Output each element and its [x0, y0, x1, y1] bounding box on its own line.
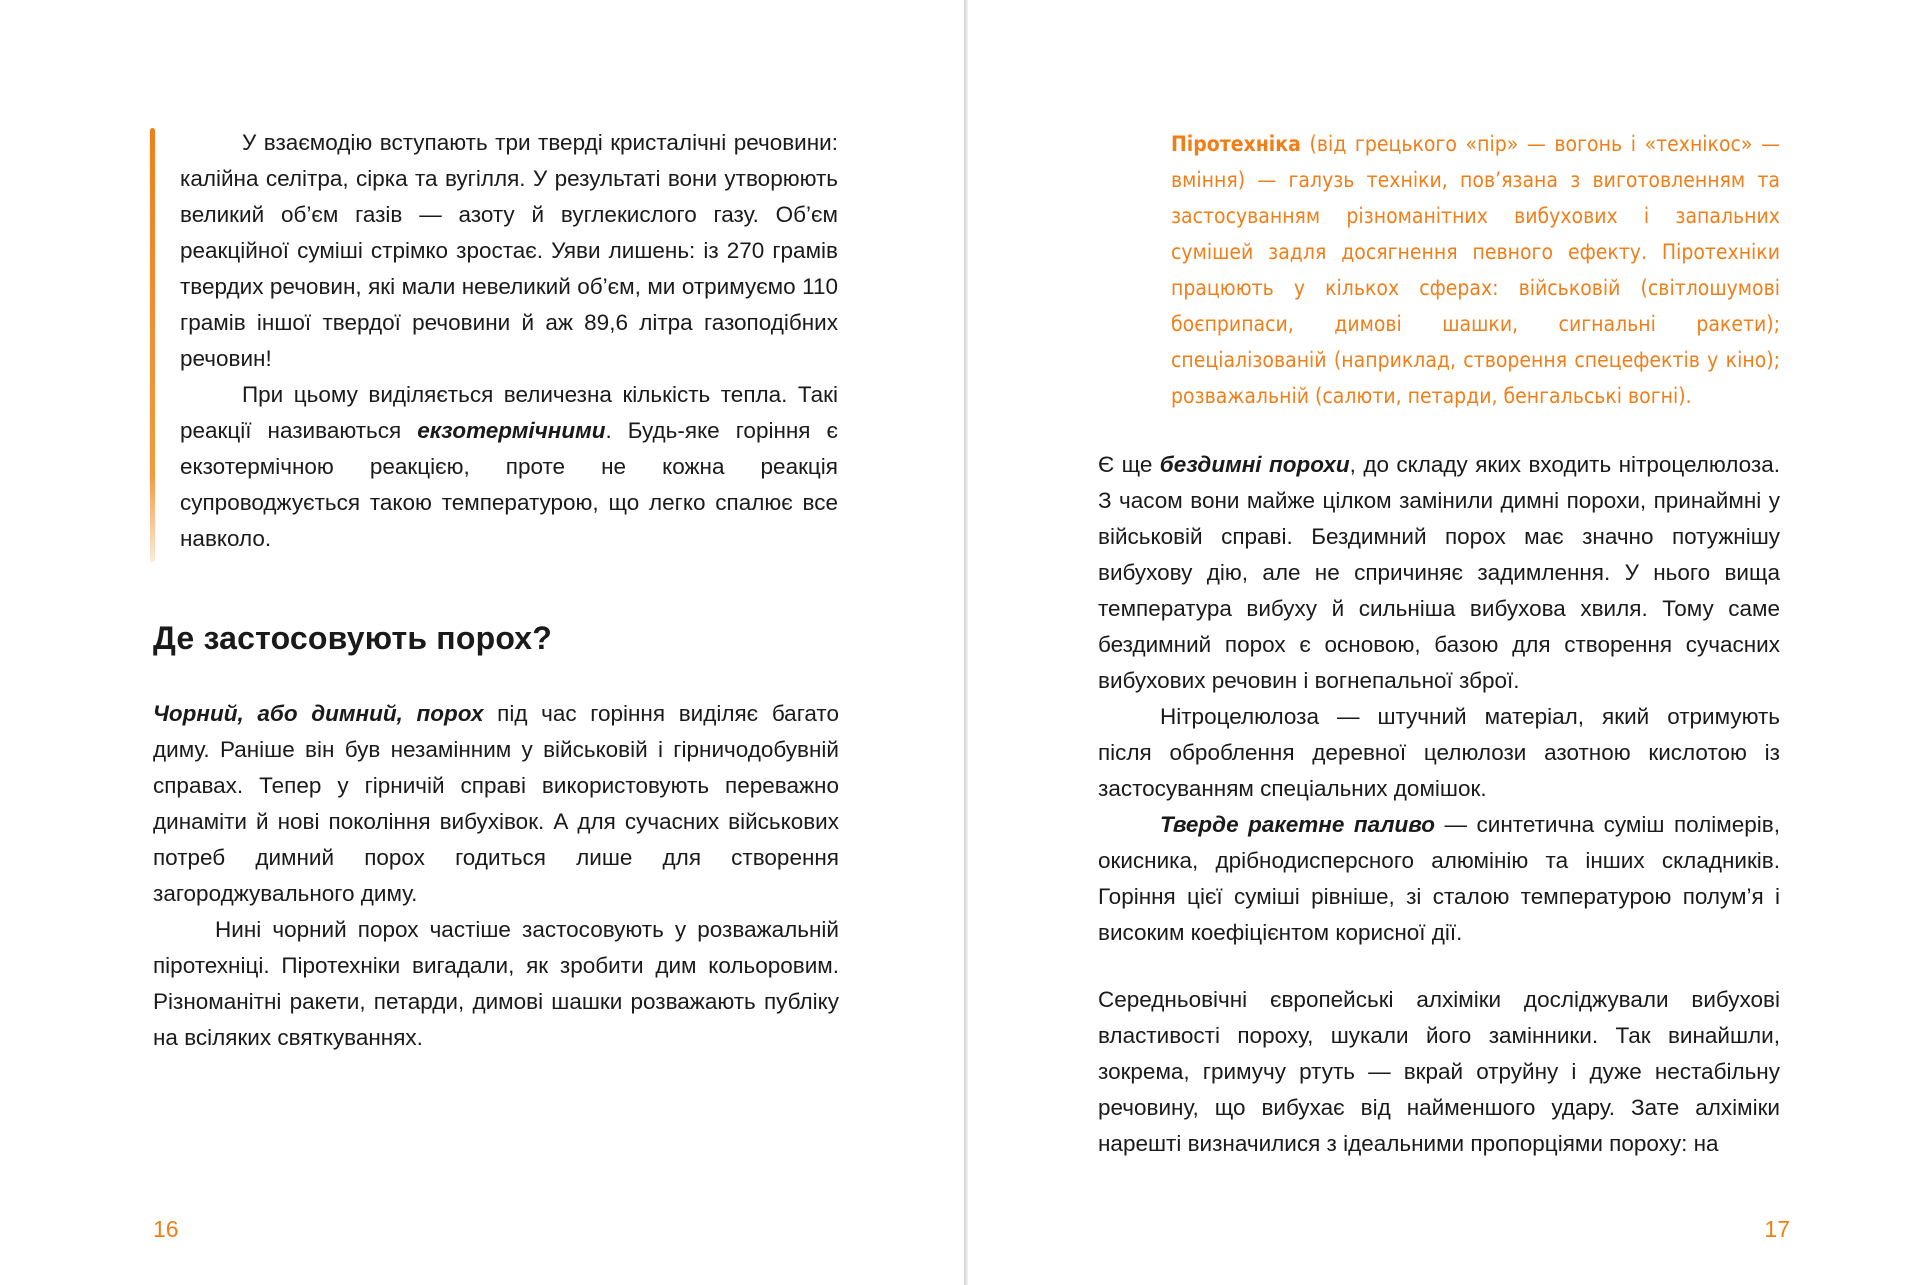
- term-smokeless: бездимні порохи: [1159, 452, 1350, 477]
- page-number-right: 17: [1764, 1216, 1790, 1242]
- smokeless-paragraph: Є ще бездимні порохи, до складу яких входить нітроцелюлоза. З часом вони майже цілком замінили димні порохи, принаймні у військовій справі. Бездимний порох має значно потужнішу вибухову дію, але не спричиняє задимлення. У нього вища температура вибуху й сильніша вибухова хвиля. Тому саме бездимний порох є основою, базою для створення сучасних вибухових речовин і вогнепальної зброї.: [1098, 452, 1780, 693]
- intro-paragraph-2: При цьому виділяється величезна кількість тепла. Такі реакції називаються екзотермічними. Будь-яке горіння є екзотермічною реакцією, проте не кожна реакція супроводжується такою температурою, що легко спалює все навколо.: [180, 382, 838, 551]
- term-black-powder: Чорний, або димний, порох: [153, 701, 484, 726]
- term-rocket-fuel: Тверде ракетне паливо: [1160, 812, 1435, 837]
- alchemists-block: [1098, 982, 1780, 1162]
- black-powder-paragraph: Чорний, або димний, порох під час горіння виділяє багато диму. Раніше він був незамінним у військовій і гірничодобувній справах. Тепер у гірничій справі використовують переважно динаміти й нові покоління вибухівок. А для сучасних військових потреб димний порох годиться лише для створення загороджувального диму.: [153, 701, 839, 906]
- nitrocellulose-paragraph: Нітроцелюлоза — штучний матеріал, який отримують після оброблення деревної целюлози азотною кислотою із застосуванням спеціальних домішок.: [1098, 704, 1780, 801]
- callout-term: Піротехніка: [1171, 132, 1301, 156]
- callout-paragraph: Піротехніка (від грецького «пір» — вогонь і «технікос» — вміння) — галузь техніки, пов’язана з виготовленням та застосуванням різноманітних вибухових і запальних сумішей задля досягнення певного ефекту. Піротехніки працюють у кількох сферах: військовій (світлошумові боєприпаси, димові шашки, сигнальні ракети); спеціалізованій (наприклад, створення спецефектів у кіно); розважальній (салюти, петарди, бенгальські вогні).: [1171, 132, 1780, 408]
- pyrotechnics-use-paragraph: Нині чорний порох частіше застосовують у розважальній піротехніці. Піротехніки вигадали, як зробити дим кольоровим. Різноманітні ракети, петарди, димові шашки розважають публіку на всіляких святкуваннях.: [153, 917, 839, 1050]
- intro-paragraph-1: У взаємодію вступають три тверді кристалічні речовини: калійна селітра, сірка та вугілля. У результаті вони утворюють великий об’єм газів — азоту й вуглекислого газу. Об’єм реакційної суміші стрімко зростає. Уяви лишень: із 270 грамів твердих речовин, які мали невеликий об’єм, ми отримуємо 110 грамів іншої твердої речовини й аж 89,6 літра газоподібних речовин!: [180, 130, 838, 371]
- right-body: [1098, 447, 1780, 951]
- rocket-fuel-paragraph: Тверде ракетне паливо — синтетична суміш полімерів, окисника, дрібнодисперсного алюмінію та інших складників. Горіння цієї суміші рівніше, зі сталою температурою полум’я і високим коефіцієнтом корисної дії.: [1098, 812, 1780, 945]
- accent-bar: [150, 128, 155, 562]
- left-body: [153, 696, 839, 1056]
- alchemists-paragraph: Середньовічні європейські алхіміки досліджували вибухові властивості пороху, шукали його замінники. Так винайшли, зокрема, гримучу ртуть — вкрай отруйну і дуже нестабільну речовину, що вибухає від найменшого удару. Зате алхіміки нарешті визначилися з ідеальними пропорціями пороху: на: [1098, 987, 1780, 1156]
- term-exothermic: екзотермічними: [417, 418, 606, 443]
- page-number-left: 16: [153, 1216, 179, 1242]
- intro-block: [180, 125, 838, 557]
- right-page: [968, 0, 1920, 1285]
- section-heading: Де застосовують порох?: [153, 620, 553, 656]
- definition-callout: [1171, 126, 1780, 414]
